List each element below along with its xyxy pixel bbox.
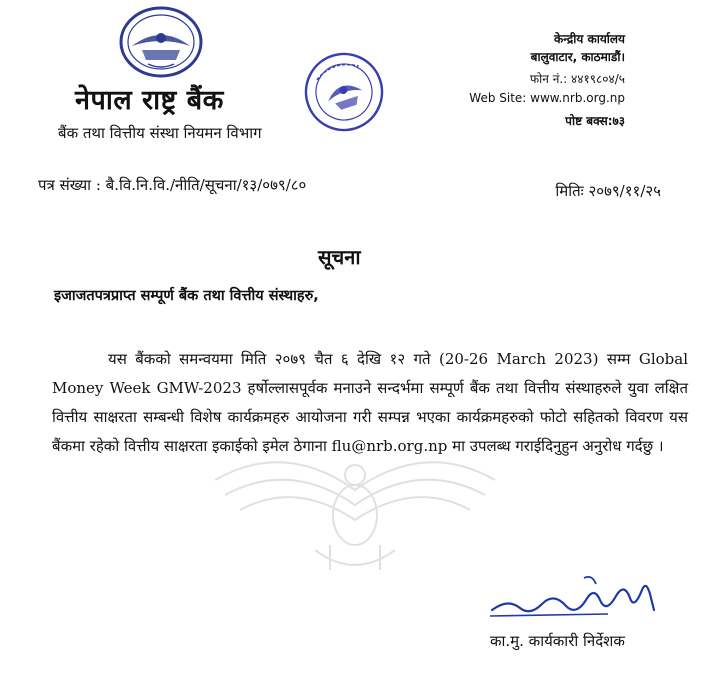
office-name: केन्द्रीय कार्यालय (553, 32, 625, 46)
notice-addressee: इजाजतपत्रप्राप्त सम्पूर्ण बैंक तथा वित्तीय संस्थाहरु, (54, 288, 319, 304)
handwritten-signature (488, 570, 663, 634)
reference-number: पत्र संख्या : बै.वि.नि.वि./नीति/सूचना/१३/०७९/८० (38, 176, 307, 194)
office-website: Web Site: www.nrb.org.np (469, 91, 625, 105)
office-po-box: पोष्ट बक्स:७३ (565, 114, 625, 128)
signatory-title: का.मु. कार्यकारी निर्देशक (490, 632, 625, 650)
department-name: बैंक तथा वित्तीय संस्था नियमन विभाग (58, 124, 262, 142)
office-phone: फोन नं.: ४४१९८०४/५ (529, 72, 625, 86)
bank-seal-logo (118, 6, 204, 82)
office-address: बालुवाटार, काठमाडौं। (530, 50, 625, 64)
notice-body: यस बैंकको समन्वयमा मिति २०७९ चैत ६ देखि १२ गते (20-26 March 2023) सम्म Global Money Week GMW-2023 हर्षोल्लासपूर्वक मनाउने सन्दर्भमा सम्पूर्ण बैंक तथा वित्तीय संस्थाहरुले युवा लक्षित वित्तीय साक्षरता सम्बन्धी विशेष कार्यक्रमहरु आयोजना गरी सम्पन्न भएका कार्यक्रमहरुको फोटो सहितको विवरण यस बैंकमा रहेको वित्तीय साक्षरता इकाईको इमेल ठेगाना flu@nrb.org.np मा उपलब्ध गराईदिनुहुन अनुरोध गर्दछु । (52, 350, 688, 455)
bank-name: नेपाल राष्ट्र बैंक (75, 85, 224, 116)
bank-round-stamp (302, 50, 386, 138)
letter-date: मितिः २०७९/११/२५ (555, 182, 661, 200)
notice-title: सूचना (318, 245, 361, 269)
